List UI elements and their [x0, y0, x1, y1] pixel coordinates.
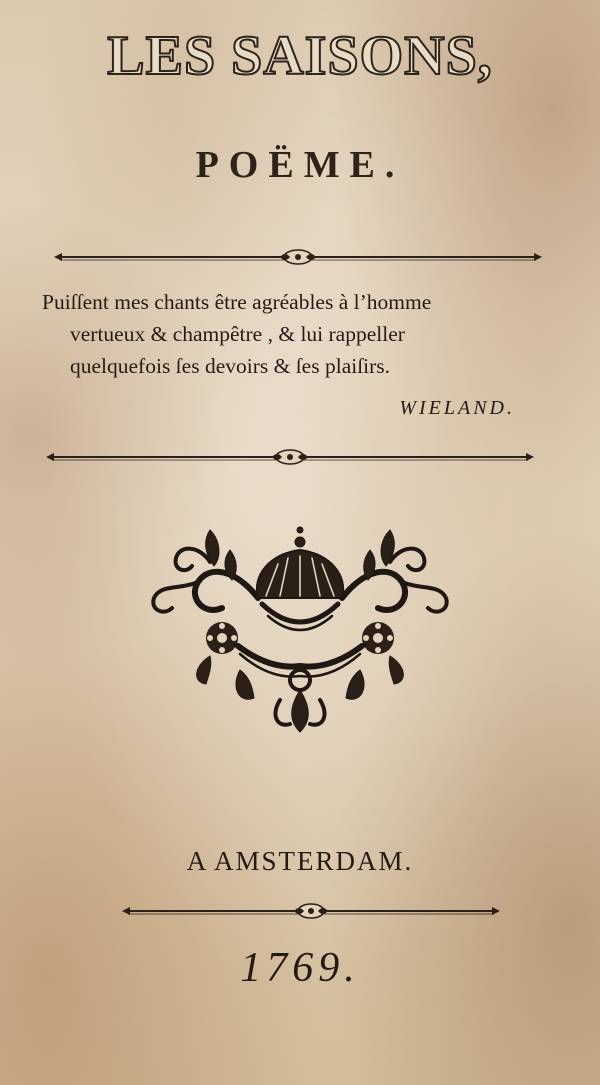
imprint-year: 1769.: [240, 945, 360, 991]
rule-bottom-icon: [120, 902, 502, 920]
epigraph-line: vertueux & champêtre , & lui rappeller: [70, 322, 405, 346]
imprint-place: A AMSTERDAM.: [186, 846, 414, 876]
book-subtitle: POËME.: [195, 144, 405, 186]
rule-top-icon: [52, 248, 544, 266]
rule-middle-icon: [44, 448, 536, 466]
epigraph-line: quelquefois ſes devoirs & ſes plaiſirs.: [70, 354, 391, 378]
baroque-vignette-icon: [140, 520, 460, 740]
book-title: LES SAISONS,: [107, 25, 493, 87]
epigraph: [42, 286, 552, 382]
epigraph-line: Puiſſent mes chants être agréables à l’homme: [42, 290, 432, 314]
epigraph-author: WIELAND.: [399, 397, 515, 419]
